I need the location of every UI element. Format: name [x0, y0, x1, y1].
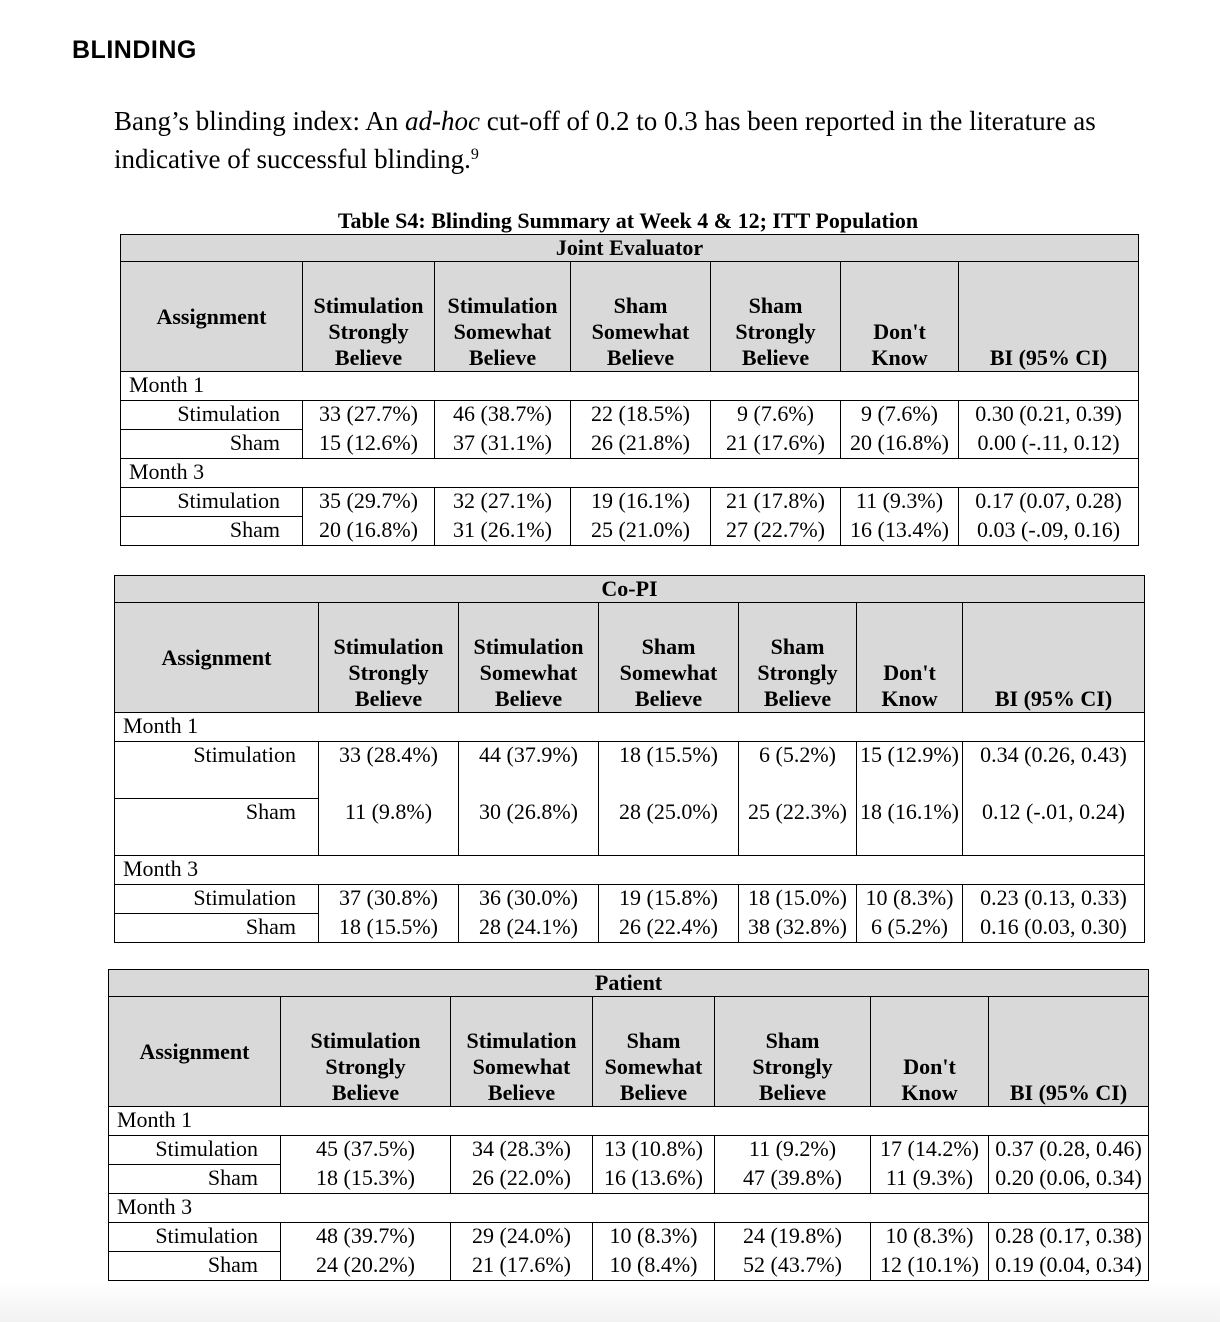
- column-header-line: Know: [871, 345, 928, 370]
- table-cell: 18 (15.0%): [739, 885, 857, 914]
- arm-label: Stimulation: [109, 1223, 281, 1252]
- table-cell: 24 (20.2%): [281, 1252, 451, 1281]
- table-cell: 38 (32.8%): [739, 914, 857, 943]
- table-row: [121, 401, 1139, 430]
- intro-paragraph: [114, 102, 1184, 178]
- column-header-line: Believe: [354, 686, 423, 711]
- table-cell: 20 (16.8%): [841, 430, 959, 459]
- column-header-line: Somewhat: [453, 319, 552, 344]
- table-cell: 0.34 (0.26, 0.43): [963, 742, 1145, 799]
- table-cell: 32 (27.1%): [435, 488, 571, 517]
- arm-label: Sham: [115, 914, 319, 943]
- column-header-line: Stimulation: [310, 1028, 421, 1053]
- table-cell: 0.37 (0.28, 0.46): [989, 1136, 1149, 1165]
- table-cell: 13 (10.8%): [593, 1136, 715, 1165]
- table-row: [109, 1165, 1149, 1194]
- month-label: Month 3: [121, 459, 1139, 488]
- month-row: [121, 372, 1139, 401]
- column-header-c3: [593, 997, 715, 1107]
- column-header-c4: [715, 997, 871, 1107]
- column-header-line: Somewhat: [619, 660, 718, 685]
- arm-label: Stimulation: [115, 742, 319, 799]
- table-cell: 11 (9.3%): [841, 488, 959, 517]
- table-row: [121, 488, 1139, 517]
- table-cell: 33 (27.7%): [303, 401, 435, 430]
- table-cell: 21 (17.8%): [711, 488, 841, 517]
- column-header-line: Sham: [765, 1028, 820, 1053]
- column-header-row: [109, 997, 1149, 1107]
- arm-label: Sham: [121, 517, 303, 546]
- column-header-c2: [451, 997, 593, 1107]
- column-header-bi: BI (95% CI): [959, 262, 1139, 372]
- footnote-ref: 9: [470, 146, 479, 163]
- arm-label: Sham: [121, 430, 303, 459]
- column-header-line: Stimulation: [313, 293, 424, 318]
- blinding-table-2: [114, 575, 1145, 943]
- column-header-line: Don't: [873, 319, 926, 344]
- column-header-line: Believe: [334, 345, 403, 370]
- table-cell: 17 (14.2%): [871, 1136, 989, 1165]
- column-header-row: [115, 603, 1145, 713]
- table-cell: 10 (8.4%): [593, 1252, 715, 1281]
- arm-label: Stimulation: [109, 1136, 281, 1165]
- table-cell: 11 (9.8%): [319, 799, 459, 856]
- month-row: [121, 459, 1139, 488]
- column-header-line: Believe: [619, 1080, 688, 1105]
- table-cell: 18 (16.1%): [857, 799, 963, 856]
- column-header-c5: [871, 997, 989, 1107]
- column-header-line: Believe: [494, 686, 563, 711]
- table-cell: 26 (22.4%): [599, 914, 739, 943]
- table-cell: 18 (15.3%): [281, 1165, 451, 1194]
- column-header-line: Somewhat: [591, 319, 690, 344]
- table-cell: 6 (5.2%): [739, 742, 857, 799]
- column-header-line: Strongly: [735, 319, 816, 344]
- table-cell: 48 (39.7%): [281, 1223, 451, 1252]
- table-cell: 37 (30.8%): [319, 885, 459, 914]
- column-header-line: Stimulation: [333, 634, 444, 659]
- table-cell: 0.03 (-.09, 0.16): [959, 517, 1139, 546]
- arm-label: Stimulation: [121, 488, 303, 517]
- table-cell: 28 (25.0%): [599, 799, 739, 856]
- column-header-line: Strongly: [328, 319, 409, 344]
- evaluator-label: Joint Evaluator: [121, 235, 1139, 262]
- table-cell: 27 (22.7%): [711, 517, 841, 546]
- table-row: [109, 1223, 1149, 1252]
- column-header-line: Sham: [641, 634, 696, 659]
- table-cell: 52 (43.7%): [715, 1252, 871, 1281]
- column-header-line: Believe: [331, 1080, 400, 1105]
- column-header-line: Somewhat: [472, 1054, 571, 1079]
- column-header-c5: [841, 262, 959, 372]
- table-cell: 9 (7.6%): [841, 401, 959, 430]
- column-header-line: Sham: [626, 1028, 681, 1053]
- column-header-line: Believe: [741, 345, 810, 370]
- table-cell: 11 (9.2%): [715, 1136, 871, 1165]
- table-cell: 12 (10.1%): [871, 1252, 989, 1281]
- column-header-line: Know: [901, 1080, 958, 1105]
- column-header-c2: [435, 262, 571, 372]
- column-header-line: Strongly: [757, 660, 838, 685]
- column-header-c2: [459, 603, 599, 713]
- column-header-line: Sham: [770, 634, 825, 659]
- column-header-line: Don't: [883, 660, 936, 685]
- column-header-line: Sham: [748, 293, 803, 318]
- blinding-table-1: [120, 234, 1139, 546]
- intro-text-2: cut-off of 0.2 to 0.3 has been reported in the literature as indicative of successful blinding.: [114, 106, 1096, 174]
- column-header-line: Believe: [487, 1080, 556, 1105]
- table-cell: 30 (26.8%): [459, 799, 599, 856]
- table-cell: 0.28 (0.17, 0.38): [989, 1223, 1149, 1252]
- table-cell: 26 (22.0%): [451, 1165, 593, 1194]
- table-cell: 18 (15.5%): [599, 742, 739, 799]
- column-header-c4: [739, 603, 857, 713]
- table-row: [115, 742, 1145, 799]
- month-row: [115, 856, 1145, 885]
- table-cell: 44 (37.9%): [459, 742, 599, 799]
- table-cell: 24 (19.8%): [715, 1223, 871, 1252]
- table-cell: 6 (5.2%): [857, 914, 963, 943]
- table-cell: 0.20 (0.06, 0.34): [989, 1165, 1149, 1194]
- table-row: [115, 799, 1145, 856]
- intro-italic: ad-hoc: [405, 106, 480, 136]
- column-header-line: Sham: [613, 293, 668, 318]
- arm-label: Sham: [109, 1165, 281, 1194]
- column-header-line: Believe: [634, 686, 703, 711]
- table-cell: 19 (15.8%): [599, 885, 739, 914]
- table-cell: 9 (7.6%): [711, 401, 841, 430]
- column-header-row: [121, 262, 1139, 372]
- table-cell: 22 (18.5%): [571, 401, 711, 430]
- table-cell: 10 (8.3%): [871, 1223, 989, 1252]
- evaluator-label: Co-PI: [115, 576, 1145, 603]
- column-header-line: Know: [881, 686, 938, 711]
- table-cell: 11 (9.3%): [871, 1165, 989, 1194]
- table-cell: 25 (22.3%): [739, 799, 857, 856]
- column-header-assignment: Assignment: [115, 603, 319, 713]
- column-header-c3: [571, 262, 711, 372]
- table-cell: 16 (13.6%): [593, 1165, 715, 1194]
- table-cell: 0.30 (0.21, 0.39): [959, 401, 1139, 430]
- table-cell: 36 (30.0%): [459, 885, 599, 914]
- table-cell: 21 (17.6%): [451, 1252, 593, 1281]
- table-cell: 15 (12.9%): [857, 742, 963, 799]
- table-row: [115, 885, 1145, 914]
- table-cell: 29 (24.0%): [451, 1223, 593, 1252]
- table-cell: 31 (26.1%): [435, 517, 571, 546]
- table-cell: 0.19 (0.04, 0.34): [989, 1252, 1149, 1281]
- table-cell: 0.17 (0.07, 0.28): [959, 488, 1139, 517]
- column-header-bi: BI (95% CI): [963, 603, 1145, 713]
- column-header-c3: [599, 603, 739, 713]
- column-header-line: Believe: [468, 345, 537, 370]
- month-label: Month 1: [115, 713, 1145, 742]
- table-cell: 15 (12.6%): [303, 430, 435, 459]
- evaluator-row: [109, 970, 1149, 997]
- table-cell: 20 (16.8%): [303, 517, 435, 546]
- table-cell: 37 (31.1%): [435, 430, 571, 459]
- month-label: Month 1: [121, 372, 1139, 401]
- blinding-table-3: [108, 969, 1149, 1281]
- table-row: [121, 430, 1139, 459]
- column-header-assignment: Assignment: [109, 997, 281, 1107]
- column-header-line: Strongly: [325, 1054, 406, 1079]
- column-header-line: Believe: [606, 345, 675, 370]
- month-row: [109, 1107, 1149, 1136]
- column-header-line: Somewhat: [604, 1054, 703, 1079]
- table-cell: 0.00 (-.11, 0.12): [959, 430, 1139, 459]
- section-heading: BLINDING: [72, 36, 197, 64]
- table-cell: 25 (21.0%): [571, 517, 711, 546]
- column-header-line: Believe: [763, 686, 832, 711]
- page-bottom-shadow: [0, 1282, 1220, 1322]
- table-cell: 21 (17.6%): [711, 430, 841, 459]
- column-header-line: Somewhat: [479, 660, 578, 685]
- table-cell: 16 (13.4%): [841, 517, 959, 546]
- column-header-c5: [857, 603, 963, 713]
- table-cell: 26 (21.8%): [571, 430, 711, 459]
- table-cell: 10 (8.3%): [857, 885, 963, 914]
- table-cell: 46 (38.7%): [435, 401, 571, 430]
- table-cell: 0.16 (0.03, 0.30): [963, 914, 1145, 943]
- table-cell: 19 (16.1%): [571, 488, 711, 517]
- evaluator-row: [115, 576, 1145, 603]
- column-header-c1: [319, 603, 459, 713]
- intro-text-1: Bang’s blinding index: An: [114, 106, 406, 136]
- month-row: [115, 713, 1145, 742]
- table-row: [109, 1252, 1149, 1281]
- table-cell: 0.23 (0.13, 0.33): [963, 885, 1145, 914]
- evaluator-row: [121, 235, 1139, 262]
- table-cell: 0.12 (-.01, 0.24): [963, 799, 1145, 856]
- month-label: Month 3: [115, 856, 1145, 885]
- month-label: Month 1: [109, 1107, 1149, 1136]
- column-header-c4: [711, 262, 841, 372]
- table-cell: 34 (28.3%): [451, 1136, 593, 1165]
- table-cell: 47 (39.8%): [715, 1165, 871, 1194]
- table-cell: 10 (8.3%): [593, 1223, 715, 1252]
- month-row: [109, 1194, 1149, 1223]
- arm-label: Stimulation: [115, 885, 319, 914]
- column-header-c1: [303, 262, 435, 372]
- table-row: [115, 914, 1145, 943]
- column-header-line: Strongly: [752, 1054, 833, 1079]
- column-header-line: Stimulation: [466, 1028, 577, 1053]
- column-header-line: Don't: [903, 1054, 956, 1079]
- column-header-line: Strongly: [348, 660, 429, 685]
- table-cell: 45 (37.5%): [281, 1136, 451, 1165]
- evaluator-label: Patient: [109, 970, 1149, 997]
- month-label: Month 3: [109, 1194, 1149, 1223]
- column-header-bi: BI (95% CI): [989, 997, 1149, 1107]
- table-row: [109, 1136, 1149, 1165]
- table-row: [121, 517, 1139, 546]
- table-cell: 28 (24.1%): [459, 914, 599, 943]
- column-header-assignment: Assignment: [121, 262, 303, 372]
- arm-label: Sham: [115, 799, 319, 856]
- table-cell: 35 (29.7%): [303, 488, 435, 517]
- table-caption: Table S4: Blinding Summary at Week 4 & 12; ITT Population: [337, 208, 919, 233]
- column-header-c1: [281, 997, 451, 1107]
- table-cell: 18 (15.5%): [319, 914, 459, 943]
- arm-label: Sham: [109, 1252, 281, 1281]
- column-header-line: Believe: [758, 1080, 827, 1105]
- arm-label: Stimulation: [121, 401, 303, 430]
- table-cell: 33 (28.4%): [319, 742, 459, 799]
- column-header-line: Stimulation: [447, 293, 558, 318]
- column-header-line: Stimulation: [473, 634, 584, 659]
